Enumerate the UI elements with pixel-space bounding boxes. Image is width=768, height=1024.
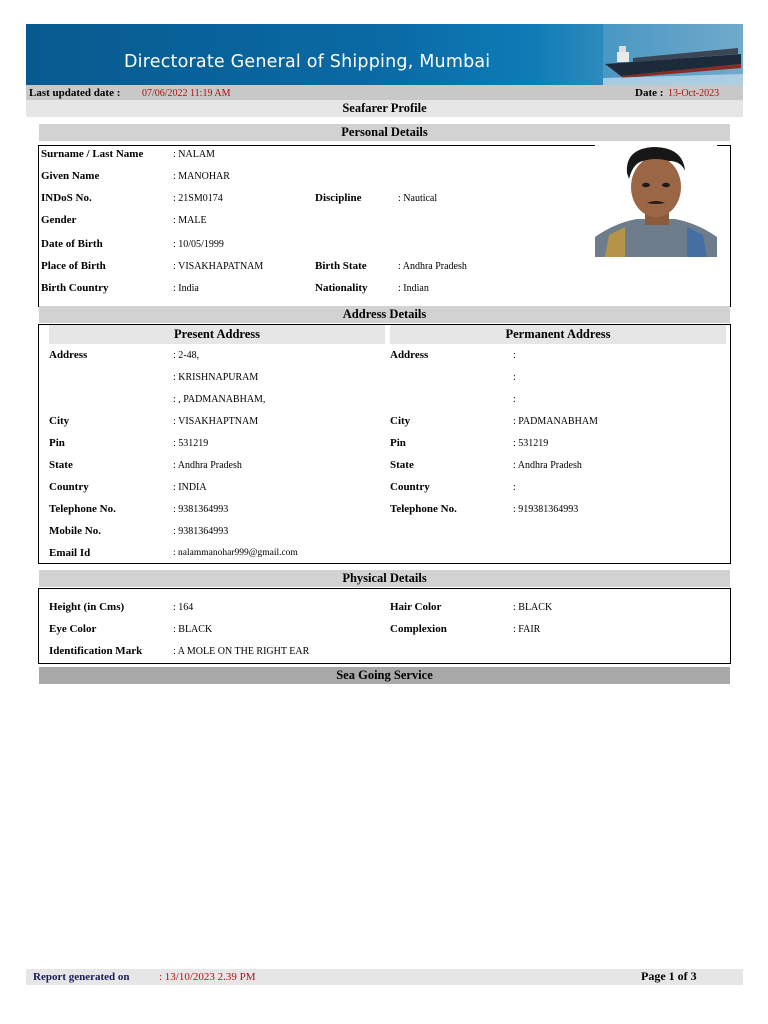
permanent-state-value: : Andhra Pradesh — [513, 460, 582, 471]
permanent-address-line2: : — [513, 372, 516, 383]
permanent-address-line1: : — [513, 350, 516, 361]
present-city-label: City — [49, 415, 70, 427]
present-city-value: : VISAKHAPTNAM — [173, 416, 259, 427]
profile-title: Seafarer Profile — [26, 100, 743, 117]
permanent-pin-label: Pin — [390, 437, 406, 449]
present-state-label: State — [49, 459, 73, 471]
surname-value: : NALAM — [173, 149, 215, 160]
place-of-birth-value: : VISAKHAPATNAM — [173, 261, 264, 272]
seafarer-photo — [595, 145, 717, 257]
permanent-city-label: City — [390, 415, 411, 427]
eye-color-value: : BLACK — [173, 624, 213, 635]
page-title: Directorate General of Shipping, Mumbai — [124, 52, 491, 72]
date-value: 13-Oct-2023 — [668, 88, 720, 99]
given-name-label: Given Name — [41, 170, 100, 182]
permanent-address-header: Permanent Address — [390, 325, 726, 344]
ship-image — [603, 24, 743, 85]
permanent-address-line3: : — [513, 394, 516, 405]
gender-label: Gender — [41, 214, 77, 226]
identification-mark-value: : A MOLE ON THE RIGHT EAR — [173, 646, 310, 657]
given-name-value: : MANOHAR — [173, 171, 230, 182]
birth-state-label: Birth State — [315, 260, 367, 272]
identification-mark-label: Identification Mark — [49, 645, 143, 657]
personal-details-header: Personal Details — [39, 124, 730, 141]
discipline-value: : Nautical — [398, 193, 438, 204]
dob-label: Date of Birth — [41, 238, 103, 250]
present-address-label: Address — [49, 349, 88, 361]
present-telephone-value: : 9381364993 — [173, 504, 229, 515]
height-value: : 164 — [173, 602, 194, 613]
permanent-address-label: Address — [390, 349, 429, 361]
header-banner — [26, 24, 743, 85]
place-of-birth-label: Place of Birth — [41, 260, 106, 272]
permanent-telephone-value: : 919381364993 — [513, 504, 579, 515]
nationality-label: Nationality — [315, 282, 368, 294]
present-address-line3: : , PADMANABHAM, — [173, 394, 266, 405]
present-address-line2: : KRISHNAPURAM — [173, 372, 259, 383]
sea-going-service-header: Sea Going Service — [39, 667, 730, 684]
last-updated-value: 07/06/2022 11:19 AM — [142, 88, 231, 99]
present-country-label: Country — [49, 481, 89, 493]
present-email-value: : nalammanohar999@gmail.com — [173, 548, 298, 558]
address-details-header: Address Details — [39, 306, 730, 323]
dob-value: : 10/05/1999 — [173, 239, 224, 250]
present-email-label: Email Id — [49, 547, 91, 559]
page-number: Page 1 of 3 — [641, 969, 697, 983]
surname-label: Surname / Last Name — [41, 148, 144, 160]
present-state-value: : Andhra Pradesh — [173, 460, 242, 471]
permanent-city-value: : PADMANABHAM — [513, 416, 598, 427]
report-generated-value: : 13/10/2023 2.39 PM — [159, 971, 256, 983]
present-address-line1: : 2-48, — [173, 350, 200, 361]
birth-state-value: : Andhra Pradesh — [398, 261, 467, 272]
complexion-label: Complexion — [390, 623, 447, 635]
birth-country-label: Birth Country — [41, 282, 109, 294]
present-pin-label: Pin — [49, 437, 65, 449]
height-label: Height (in Cms) — [49, 601, 125, 613]
address-details-box — [38, 324, 731, 564]
report-generated-label: Report generated on — [33, 971, 130, 983]
complexion-value: : FAIR — [513, 624, 541, 635]
eye-color-label: Eye Color — [49, 623, 97, 635]
permanent-country-label: Country — [390, 481, 430, 493]
birth-country-value: : India — [173, 283, 199, 294]
present-telephone-label: Telephone No. — [49, 503, 116, 515]
present-mobile-label: Mobile No. — [49, 525, 101, 537]
present-mobile-value: : 9381364993 — [173, 526, 229, 537]
permanent-state-label: State — [390, 459, 414, 471]
present-pin-value: : 531219 — [173, 438, 209, 449]
discipline-label: Discipline — [315, 192, 362, 204]
present-country-value: : INDIA — [173, 482, 207, 493]
gender-value: : MALE — [173, 215, 207, 226]
hair-color-value: : BLACK — [513, 602, 553, 613]
date-label: Date : — [635, 87, 664, 99]
present-address-header: Present Address — [49, 325, 385, 344]
permanent-country-value: : — [513, 482, 516, 493]
hair-color-label: Hair Color — [390, 601, 442, 613]
physical-details-header: Physical Details — [39, 570, 730, 587]
permanent-pin-value: : 531219 — [513, 438, 549, 449]
footer-bar — [26, 969, 743, 985]
nationality-value: : Indian — [398, 283, 429, 294]
permanent-telephone-label: Telephone No. — [390, 503, 457, 515]
last-updated-label: Last updated date : — [29, 87, 121, 99]
indos-value: : 21SM0174 — [173, 193, 223, 204]
indos-label: INDoS No. — [41, 192, 92, 204]
